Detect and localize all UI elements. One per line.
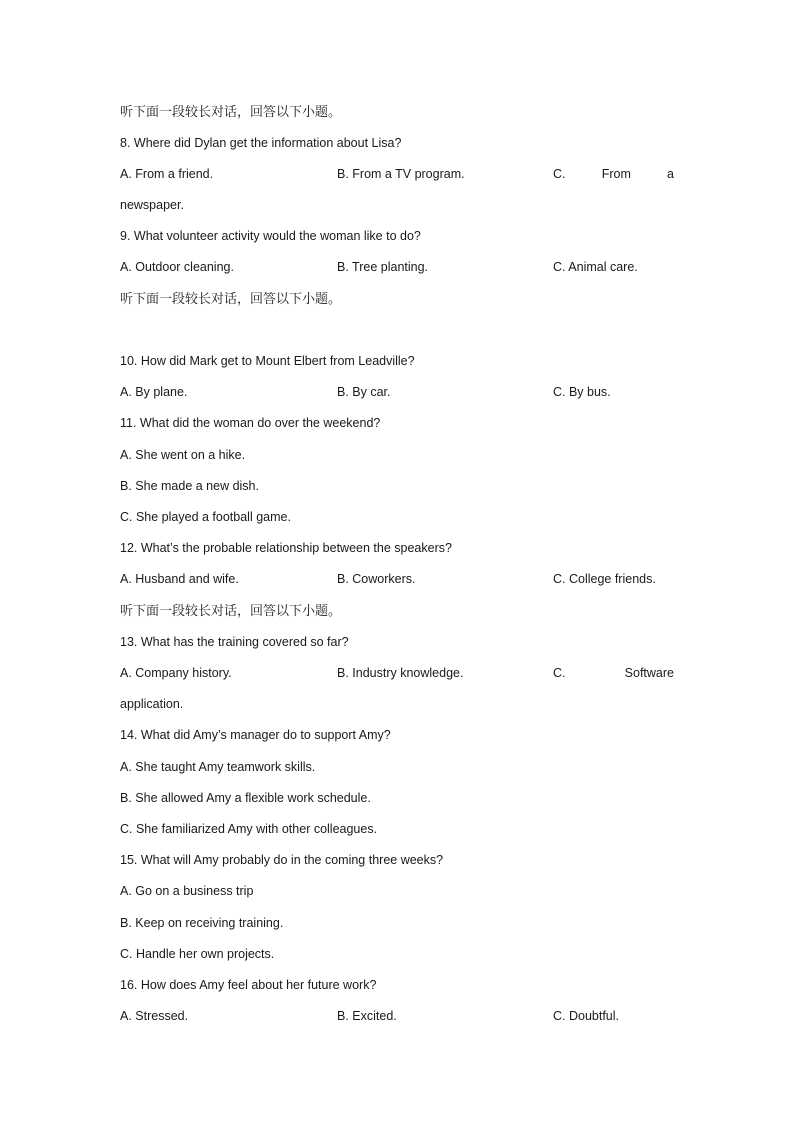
option-b: B. Keep on receiving training.	[120, 916, 284, 930]
option-c-continued: newspaper.	[120, 198, 184, 212]
option-c-continued: application.	[120, 697, 184, 711]
option-c: C. Doubtful.	[553, 1009, 620, 1023]
section-instruction: 听下面一段较长对话，回答以下小题。	[120, 104, 342, 119]
question-stem: 14. What did Amy’s manager do to support Amy?	[120, 728, 391, 742]
option-b: B. Excited.	[337, 1009, 397, 1023]
option-b: B. From a TV program.	[337, 167, 465, 181]
option-c	[553, 665, 674, 681]
option-c	[553, 166, 674, 182]
option-b: B. Industry knowledge.	[337, 666, 464, 680]
option-c: C. Handle her own projects.	[120, 947, 275, 961]
option-b: B. Coworkers.	[337, 572, 416, 586]
question-stem: 13. What has the training covered so far?	[120, 635, 349, 649]
option-c-label: C.	[553, 666, 566, 680]
option-a: A. Stressed.	[120, 1009, 189, 1023]
option-a: A. Husband and wife.	[120, 572, 239, 586]
option-c-word: a	[667, 167, 674, 181]
option-a: A. Company history.	[120, 666, 232, 680]
question-stem: 9. What volunteer activity would the woman like to do?	[120, 229, 421, 243]
option-a: A. Outdoor cleaning.	[120, 260, 234, 274]
question-stem: 12. What’s the probable relationship between the speakers?	[120, 541, 452, 555]
option-c: C. She familiarized Amy with other colleagues.	[120, 822, 378, 836]
question-stem: 16. How does Amy feel about her future work?	[120, 978, 377, 992]
option-a: A. She went on a hike.	[120, 448, 246, 462]
question-stem: 15. What will Amy probably do in the coming three weeks?	[120, 853, 444, 867]
question-stem: 11. What did the woman do over the weekend?	[120, 416, 381, 430]
option-a: A. From a friend.	[120, 167, 214, 181]
option-c: C. She played a football game.	[120, 510, 291, 524]
option-a: A. She taught Amy teamwork skills.	[120, 760, 316, 774]
option-b: B. She made a new dish.	[120, 479, 259, 493]
option-c: C. By bus.	[553, 385, 611, 399]
option-c-word: From	[601, 167, 631, 181]
option-c: C. College friends.	[553, 572, 656, 586]
question-stem: 10. How did Mark get to Mount Elbert from Leadville?	[120, 354, 415, 368]
option-a: A. By plane.	[120, 385, 188, 399]
option-c-label: C.	[553, 167, 566, 181]
section-instruction: 听下面一段较长对话，回答以下小题。	[120, 603, 342, 618]
question-stem: 8. Where did Dylan get the information about Lisa?	[120, 136, 402, 150]
option-c: C. Animal care.	[553, 260, 638, 274]
option-c-word: Software	[624, 666, 674, 680]
section-instruction: 听下面一段较长对话，回答以下小题。	[120, 291, 342, 306]
option-a: A. Go on a business trip	[120, 884, 254, 898]
option-b: B. She allowed Amy a flexible work schedule.	[120, 791, 371, 805]
option-b: B. Tree planting.	[337, 260, 429, 274]
option-b: B. By car.	[337, 385, 391, 399]
